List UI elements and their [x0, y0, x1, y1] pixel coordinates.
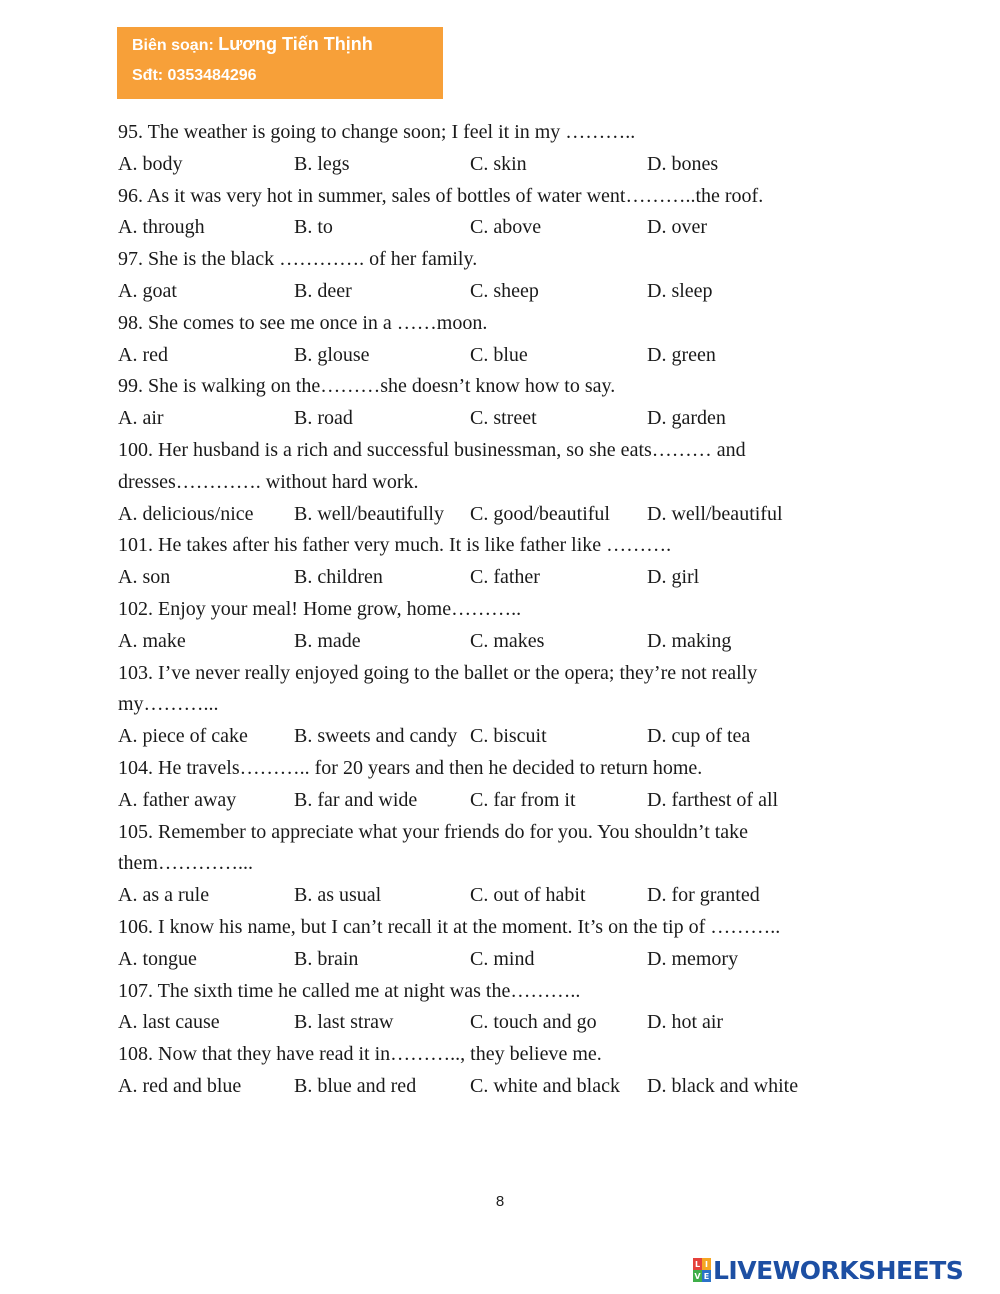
question-stem: 106. I know his name, but I can’t recall it at the moment. It’s on the tip of ……….. — [118, 915, 781, 938]
answer-option[interactable]: D. cup of tea — [647, 725, 751, 748]
question-block — [118, 1039, 858, 1103]
question-block — [118, 912, 858, 976]
answer-option[interactable]: C. sheep — [470, 279, 539, 302]
options-row — [118, 1007, 858, 1039]
answer-option[interactable]: D. garden — [647, 407, 726, 430]
answer-option[interactable]: C. above — [470, 216, 542, 239]
answer-option[interactable]: B. road — [294, 407, 353, 430]
question-stem: 97. She is the black …………. of her family. — [118, 248, 478, 271]
question-stem: 99. She is walking on the………she doesn’t know how to say. — [118, 375, 616, 398]
answer-option[interactable]: A. goat — [118, 279, 177, 302]
options-row — [118, 944, 858, 976]
answer-option[interactable]: D. bones — [647, 152, 719, 175]
answer-option[interactable]: A. red and blue — [118, 1074, 242, 1097]
logo-letter: I — [702, 1258, 711, 1270]
author-name: Lương Tiến Thịnh — [218, 34, 373, 54]
question-block — [118, 530, 858, 594]
answer-option[interactable]: D. farthest of all — [647, 788, 779, 811]
question-block — [118, 371, 858, 435]
answer-option[interactable]: A. body — [118, 152, 183, 175]
question-stem: 101. He takes after his father very much. It is like father like ………. — [118, 534, 672, 557]
question-stem: my………... — [118, 693, 219, 716]
answer-option[interactable]: A. son — [118, 566, 171, 589]
options-row — [118, 149, 858, 181]
answer-option[interactable]: B. as usual — [294, 884, 382, 907]
author-header — [117, 27, 443, 99]
answer-option[interactable]: B. blue and red — [294, 1074, 417, 1097]
answer-option[interactable]: C. makes — [470, 629, 545, 652]
answer-option[interactable]: D. over — [647, 216, 707, 239]
answer-option[interactable]: A. through — [118, 216, 205, 239]
answer-option[interactable]: B. glouse — [294, 343, 370, 366]
author-line — [132, 36, 443, 52]
question-block — [118, 117, 858, 181]
question-block — [118, 244, 858, 308]
options-row — [118, 499, 858, 531]
answer-option[interactable]: C. far from it — [470, 788, 576, 811]
answer-option[interactable]: D. making — [647, 629, 732, 652]
question-block — [118, 658, 858, 753]
answer-option[interactable]: A. father away — [118, 788, 237, 811]
answer-option[interactable]: C. mind — [470, 947, 535, 970]
question-stem: 96. As it was very hot in summer, sales of bottles of water went………..the roof. — [118, 184, 764, 207]
options-row — [118, 1071, 858, 1103]
question-block — [118, 976, 858, 1040]
logo-letter: E — [703, 1271, 710, 1281]
options-row — [118, 785, 858, 817]
options-row — [118, 212, 858, 244]
answer-option[interactable]: B. to — [294, 216, 333, 239]
answer-option[interactable]: C. blue — [470, 343, 528, 366]
answer-option[interactable]: D. green — [647, 343, 716, 366]
options-row — [118, 880, 858, 912]
page-number: 8 — [495, 1193, 505, 1210]
answer-option[interactable]: C. white and black — [470, 1074, 620, 1097]
question-stem: dresses…………. without hard work. — [118, 470, 419, 493]
answer-option[interactable]: A. piece of cake — [118, 725, 248, 748]
answer-option[interactable]: B. legs — [294, 152, 350, 175]
answer-option[interactable]: B. last straw — [294, 1011, 394, 1034]
question-stem: 95. The weather is going to change soon; I feel it in my ……….. — [118, 121, 636, 143]
options-row — [118, 340, 858, 372]
answer-option[interactable]: D. girl — [647, 566, 700, 589]
question-block — [118, 308, 858, 372]
answer-option[interactable]: B. brain — [294, 947, 359, 970]
answer-option[interactable]: A. air — [118, 407, 164, 430]
question-block — [118, 753, 858, 817]
options-row — [118, 626, 858, 658]
question-stem: 107. The sixth time he called me at night was the……….. — [118, 979, 581, 1002]
question-stem: 105. Remember to appreciate what your friends do for you. You shouldn’t take — [118, 820, 749, 843]
answer-option[interactable]: B. far and wide — [294, 788, 418, 811]
answer-option[interactable]: B. deer — [294, 279, 352, 302]
question-stem: 104. He travels……….. for 20 years and then he decided to return home. — [118, 756, 703, 779]
author-prefix: Biên soạn: — [132, 37, 219, 54]
answer-option[interactable]: C. biscuit — [470, 725, 547, 748]
options-row — [118, 276, 858, 308]
question-stem: 98. She comes to see me once in a ……moon. — [118, 311, 488, 334]
answer-option[interactable]: D. sleep — [647, 279, 713, 302]
answer-option[interactable]: C. skin — [470, 152, 527, 175]
answer-option[interactable]: D. black and white — [647, 1074, 799, 1097]
answer-option[interactable]: C. good/beautiful — [470, 502, 610, 525]
answer-option[interactable]: B. sweets and candy — [294, 725, 458, 748]
answer-option[interactable]: C. father — [470, 566, 540, 589]
options-row — [118, 721, 858, 753]
logo-letter: V — [694, 1271, 701, 1281]
question-stem: 100. Her husband is a rich and successful businessman, so she eats……… and — [118, 438, 746, 461]
question-stem: 108. Now that they have read it in……….., they believe me. — [118, 1043, 602, 1066]
answer-option[interactable]: A. last cause — [118, 1011, 220, 1034]
answer-option[interactable]: A. make — [118, 629, 186, 652]
question-stem: 103. I’ve never really enjoyed going to the ballet or the opera; they’re not really — [118, 661, 758, 684]
options-row — [118, 403, 858, 435]
options-row — [118, 562, 858, 594]
logo-letter: L — [694, 1259, 701, 1269]
question-block — [118, 594, 858, 658]
answer-option[interactable]: D. for granted — [647, 884, 760, 907]
answer-option[interactable]: C. touch and go — [470, 1011, 597, 1034]
brand-text: LIVEWORKSHEETS — [713, 1255, 964, 1285]
answer-option[interactable]: B. made — [294, 629, 361, 652]
answer-option[interactable]: A. tongue — [118, 947, 197, 970]
liveworksheets-logo-icon — [693, 1258, 711, 1282]
question-stem: 102. Enjoy your meal! Home grow, home……….. — [118, 597, 522, 620]
answer-option[interactable]: B. children — [294, 566, 383, 589]
answer-option[interactable]: A. delicious/nice — [118, 502, 254, 525]
phone-line: Sđt: 0353484296 — [132, 67, 257, 84]
answer-option[interactable]: A. as a rule — [118, 884, 210, 907]
answer-option[interactable]: B. well/beautifully — [294, 502, 444, 525]
answer-option[interactable]: C. street — [470, 407, 537, 430]
question-stem: them…………... — [118, 852, 253, 875]
answer-option[interactable]: A. red — [118, 343, 168, 366]
question-block — [118, 435, 858, 530]
question-block — [118, 181, 858, 245]
answer-option[interactable]: D. hot air — [647, 1011, 724, 1034]
question-list — [118, 117, 858, 1103]
answer-option[interactable]: D. well/beautiful — [647, 502, 783, 525]
answer-option[interactable]: D. memory — [647, 947, 739, 970]
question-block — [118, 817, 858, 912]
liveworksheets-brand[interactable] — [693, 1255, 963, 1285]
answer-option[interactable]: C. out of habit — [470, 884, 586, 907]
